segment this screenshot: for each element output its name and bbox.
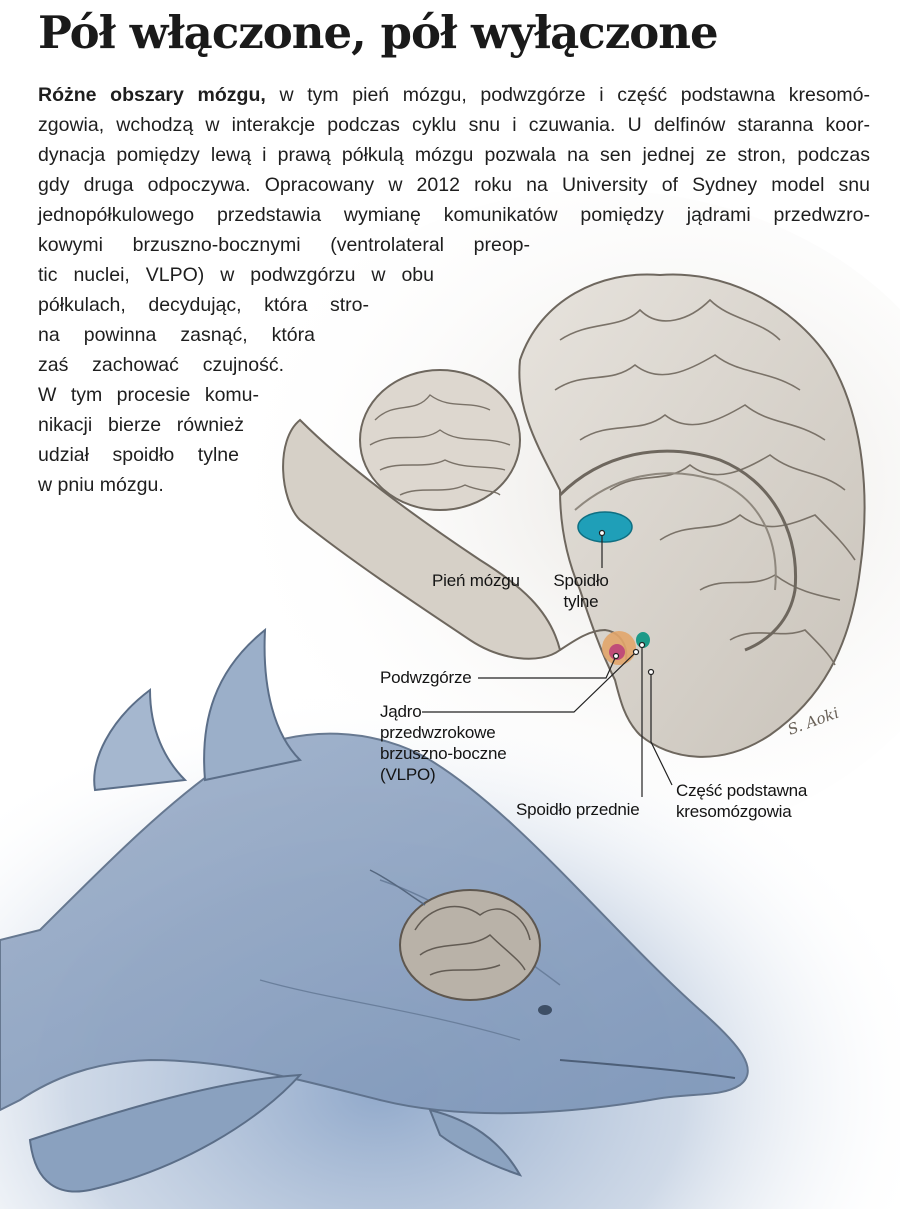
intro-line-1 (38, 80, 870, 110)
label-brainstem: Pień mózgu (432, 571, 520, 590)
label-posterior-commissure (550, 570, 612, 612)
intro-line-7: tic nuclei, VLPO) w podwzgórzu w obu (38, 264, 434, 286)
label-basal-forebrain-line-1: Część podstawna (676, 781, 808, 800)
intro-first-line-rest: w tym pień mózgu, podwzgórze i część podstawna kresomó- (265, 84, 870, 106)
intro-line-2: zgowia, wchodzą w interakcje podczas cyklu snu i czuwania. U delfinów staranna koor- (38, 114, 870, 136)
label-vlpo-line-4: (VLPO) (380, 765, 436, 784)
intro-line-13: udział spoidło tylne (38, 444, 239, 466)
page-title: Pół włączone, pół wyłączone (38, 6, 718, 59)
intro-line-12: nikacji bierze również (38, 414, 244, 436)
intro-line-10: zaś zachować czujność. (38, 354, 284, 376)
intro-line-9: na powinna zasnąć, która (38, 324, 315, 346)
intro-line-4: gdy druga odpoczywa. Opracowany w 2012 roku na University of Sydney model snu (38, 174, 870, 196)
label-anterior-commissure: Spoidło przednie (516, 800, 640, 819)
intro-lead: Różne obszary mózgu, (38, 84, 266, 106)
intro-line-3: dynacja pomiędzy lewą i prawą półkulą mózgu pozwala na sen jednej ze stron, podczas (38, 144, 870, 166)
label-posterior-commissure-line-2: tylne (563, 592, 599, 611)
intro-line-5: jednopółkulowego przedstawia wymianę komunikatów pomiędzy jądrami przedwzro- (38, 204, 870, 226)
label-posterior-commissure-line-1: Spoidło (553, 571, 609, 590)
label-basal-forebrain (676, 780, 807, 822)
intro-line-14: w pniu mózgu. (38, 474, 164, 496)
intro-line-11: W tym procesie komu- (38, 384, 259, 406)
label-vlpo-line-1: Jądro (380, 702, 422, 721)
label-hypothalamus: Podwzgórze (380, 668, 472, 687)
label-vlpo (380, 701, 506, 785)
label-basal-forebrain-line-2: kresomózgowia (676, 802, 792, 821)
label-vlpo-line-2: przedwzrokowe (380, 723, 496, 742)
posterior-commissure-shape (578, 512, 632, 542)
intro-line-8: półkulach, decydując, która stro- (38, 294, 369, 316)
intro-line-6: kowymi brzuszno-bocznymi (ventrolateral preop- (38, 234, 530, 256)
artist-signature: S. Aoki (785, 703, 842, 739)
label-vlpo-line-3: brzuszno-boczne (380, 744, 507, 763)
